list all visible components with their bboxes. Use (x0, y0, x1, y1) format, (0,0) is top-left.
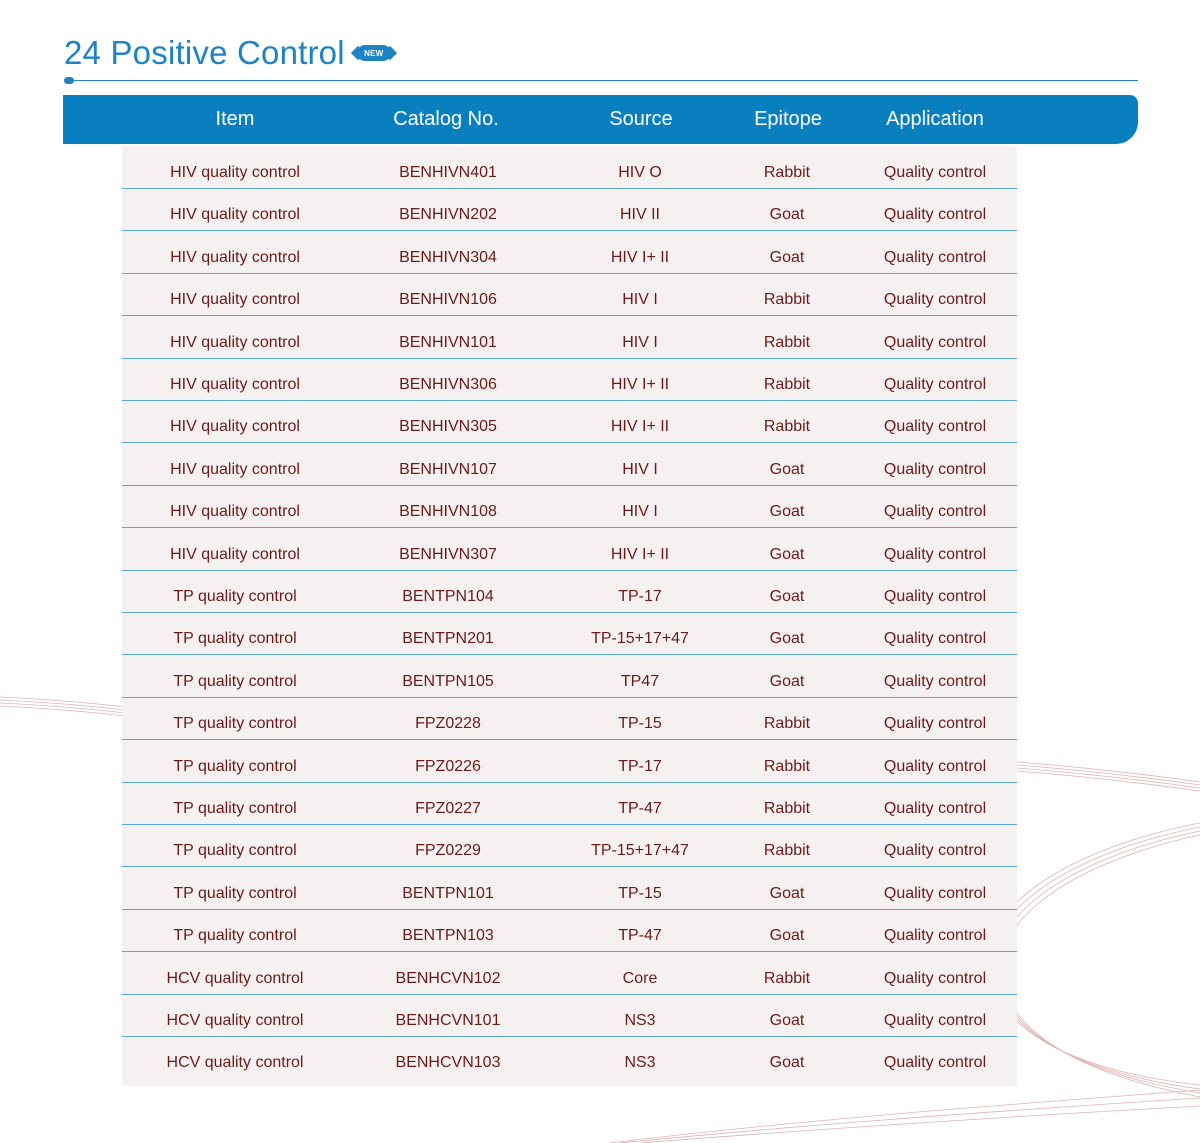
table-row (122, 316, 1017, 359)
cell-item: TP quality control (173, 884, 297, 902)
cell-source: TP-15 (618, 884, 662, 902)
cell-application: Quality control (883, 164, 987, 181)
cell-item: HIV quality control (170, 376, 300, 393)
table-row (122, 824, 1017, 867)
cell-catalog-no: BENTPN104 (402, 588, 494, 605)
cell-catalog-no: BENHIVN307 (399, 545, 497, 563)
table-row (122, 528, 1017, 571)
cell-catalog-no: BENHIVN106 (399, 291, 497, 309)
table-row (122, 612, 1017, 655)
table-row (122, 952, 1017, 995)
column-header-epitope: Epitope (754, 108, 822, 130)
cell-item: HIV quality control (170, 503, 300, 521)
cell-source: TP-15+17+47 (591, 842, 689, 860)
cell-source: HIV I+ II (610, 248, 670, 266)
cell-application: Quality control (883, 291, 987, 309)
cell-item: HIV quality control (170, 545, 300, 563)
cell-epitope: Goat (769, 1012, 805, 1029)
cell-item: TP quality control (173, 800, 297, 817)
table-row (122, 400, 1017, 443)
cell-catalog-no: BENHIVN108 (399, 503, 497, 521)
cell-item: HIV quality control (170, 206, 300, 224)
table-body (122, 146, 1017, 1086)
table-row (122, 358, 1017, 401)
cell-source: HIV I (622, 291, 658, 309)
table-row (122, 782, 1017, 825)
cell-application: Quality control (883, 460, 987, 478)
cell-item: HCV quality control (166, 1054, 304, 1072)
cell-epitope: Goat (769, 1054, 805, 1072)
cell-item: HCV quality control (166, 969, 304, 987)
table-row (122, 655, 1017, 698)
cell-source: TP47 (620, 672, 660, 690)
cell-application: Quality control (883, 376, 987, 393)
cell-catalog-no: BENTPN201 (402, 630, 494, 648)
cell-source: TP-15 (618, 715, 662, 733)
cell-epitope: Goat (769, 630, 805, 648)
cell-source: TP-15+17+47 (591, 630, 689, 648)
column-header-source: Source (609, 108, 673, 130)
table-row (122, 697, 1017, 740)
cell-catalog-no: FPZ0226 (415, 757, 481, 775)
cell-source: NS3 (624, 1012, 656, 1029)
cell-item: HIV quality control (170, 418, 300, 436)
cell-source: HIV I+ II (610, 545, 670, 563)
cell-catalog-no: BENTPN101 (402, 884, 494, 902)
cell-application: Quality control (883, 757, 987, 775)
cell-catalog-no: BENHCVN101 (395, 1012, 501, 1029)
cell-application: Quality control (883, 418, 987, 436)
new-badge (357, 45, 391, 61)
cell-epitope: Goat (769, 672, 805, 690)
cell-item: TP quality control (173, 757, 297, 775)
cell-item: TP quality control (173, 672, 297, 690)
cell-application: Quality control (883, 969, 987, 987)
cell-catalog-no: BENHIVN306 (399, 376, 497, 393)
cell-epitope: Goat (769, 460, 805, 478)
cell-source: TP-17 (618, 588, 662, 605)
cell-application: Quality control (883, 630, 987, 648)
cell-epitope: Goat (769, 206, 805, 224)
cell-item: TP quality control (173, 630, 297, 648)
table-row (122, 443, 1017, 486)
cell-source: TP-47 (618, 800, 662, 817)
cell-epitope: Goat (769, 884, 805, 902)
cell-application: Quality control (883, 1054, 987, 1072)
cell-epitope: Goat (769, 588, 805, 605)
table-row (122, 146, 1017, 189)
table-row (122, 485, 1017, 528)
cell-item: HIV quality control (170, 460, 300, 478)
cell-epitope: Rabbit (763, 291, 811, 309)
cell-catalog-no: BENTPN103 (402, 927, 494, 945)
cell-item: TP quality control (173, 588, 297, 605)
cell-application: Quality control (883, 672, 987, 690)
cell-item: HCV quality control (166, 1012, 304, 1029)
cell-application: Quality control (883, 842, 987, 860)
cell-source: HIV O (618, 164, 662, 181)
cell-item: TP quality control (173, 927, 297, 945)
cell-epitope: Rabbit (763, 969, 811, 987)
cell-source: TP-47 (618, 927, 662, 945)
cell-catalog-no: FPZ0228 (415, 715, 481, 733)
cell-item: TP quality control (173, 842, 297, 860)
cell-epitope: Goat (769, 248, 805, 266)
cell-application: Quality control (883, 884, 987, 902)
cell-epitope: Rabbit (763, 164, 811, 181)
new-badge-label: NEW (364, 48, 384, 58)
title-rule (70, 80, 1138, 81)
cell-epitope: Rabbit (763, 757, 811, 775)
table-row (122, 231, 1017, 274)
cell-application: Quality control (883, 800, 987, 817)
cell-application: Quality control (883, 588, 987, 605)
column-header-item: Item (215, 108, 255, 130)
table-row (122, 994, 1017, 1037)
cell-item: HIV quality control (170, 248, 300, 266)
cell-epitope: Rabbit (763, 800, 811, 817)
cell-item: HIV quality control (170, 291, 300, 309)
cell-application: Quality control (883, 545, 987, 563)
column-header-application: Application (886, 108, 984, 130)
cell-application: Quality control (883, 503, 987, 521)
cell-source: HIV I+ II (610, 418, 670, 436)
cell-source: Core (622, 969, 658, 987)
table-row (122, 740, 1017, 783)
column-header-catalog-no: Catalog No. (393, 108, 499, 130)
table-row (122, 570, 1017, 613)
cell-catalog-no: FPZ0229 (415, 842, 481, 860)
cell-application: Quality control (883, 1012, 987, 1029)
section-title-text: 24 Positive Control (64, 34, 345, 71)
cell-item: TP quality control (173, 715, 297, 733)
table-row (122, 273, 1017, 316)
cell-source: HIV I (622, 503, 658, 521)
cell-epitope: Goat (769, 545, 805, 563)
cell-source: TP-17 (618, 757, 662, 775)
cell-item: HIV quality control (170, 333, 300, 351)
cell-epitope: Rabbit (763, 842, 811, 860)
table-row (122, 1036, 1017, 1078)
cell-epitope: Rabbit (763, 715, 811, 733)
cell-catalog-no: BENHCVN103 (395, 1054, 501, 1072)
cell-source: HIV I (622, 460, 658, 478)
cell-source: HIV II (619, 206, 661, 224)
cell-catalog-no: BENHIVN202 (399, 206, 497, 224)
cell-epitope: Rabbit (763, 418, 811, 436)
cell-catalog-no: BENTPN105 (402, 672, 494, 690)
cell-epitope: Rabbit (763, 376, 811, 393)
cell-source: NS3 (624, 1054, 656, 1072)
cell-catalog-no: FPZ0227 (415, 800, 481, 817)
cell-catalog-no: BENHCVN102 (395, 969, 501, 987)
section-title (64, 34, 391, 72)
cell-catalog-no: BENHIVN401 (399, 164, 497, 181)
cell-application: Quality control (883, 927, 987, 945)
table-header (63, 95, 1138, 144)
cell-application: Quality control (883, 715, 987, 733)
table-row (122, 909, 1017, 952)
cell-catalog-no: BENHIVN305 (399, 418, 497, 436)
cell-application: Quality control (883, 333, 987, 351)
table-row (122, 188, 1017, 231)
cell-source: HIV I+ II (610, 376, 670, 393)
cell-application: Quality control (883, 206, 987, 224)
cell-item: HIV quality control (170, 164, 300, 181)
table-row (122, 867, 1017, 910)
cell-application: Quality control (883, 248, 987, 266)
cell-catalog-no: BENHIVN304 (399, 248, 497, 266)
cell-epitope: Goat (769, 927, 805, 945)
cell-epitope: Goat (769, 503, 805, 521)
cell-catalog-no: BENHIVN107 (399, 460, 497, 478)
cell-catalog-no: BENHIVN101 (399, 333, 497, 351)
cell-epitope: Rabbit (763, 333, 811, 351)
cell-source: HIV I (622, 333, 658, 351)
